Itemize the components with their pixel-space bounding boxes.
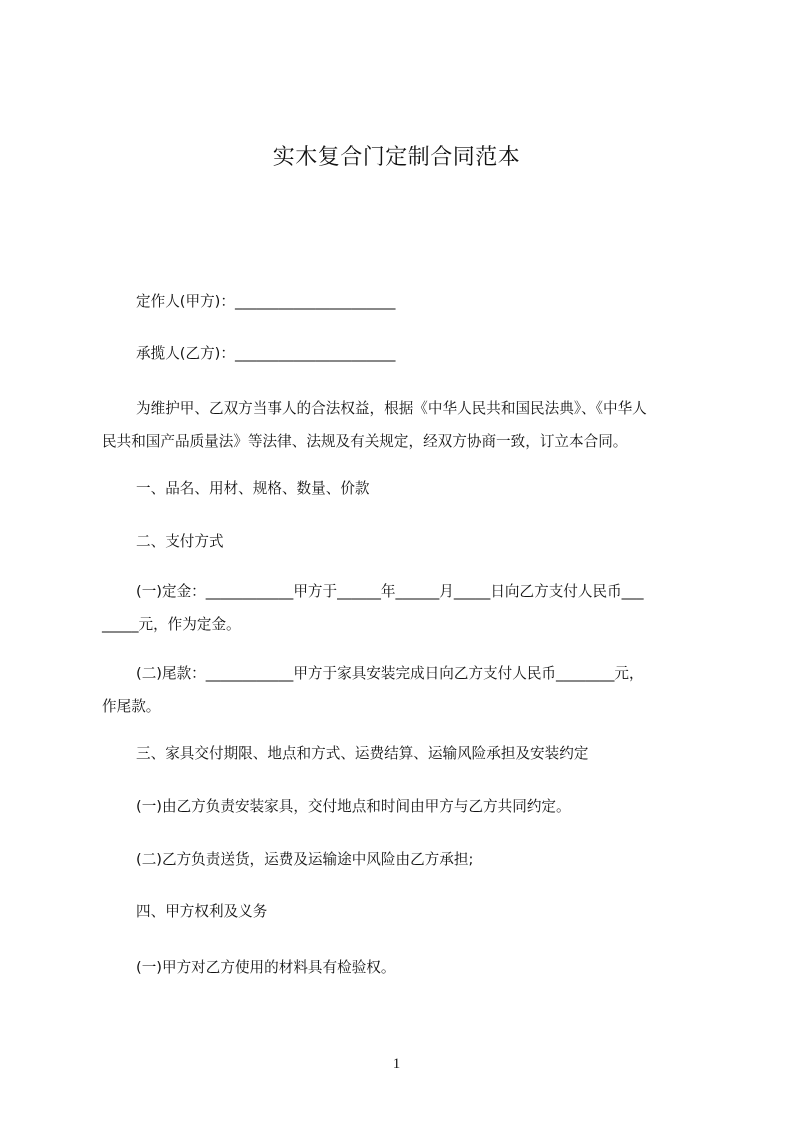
deposit-paragraph	[102, 575, 702, 641]
party-b-line: 承揽人(乙方)：______________________	[136, 345, 396, 362]
section-2-heading: 二、支付方式	[136, 533, 224, 550]
section-1-heading: 一、品名、用材、规格、数量、价款	[136, 480, 370, 497]
party-a-line: 定作人(甲方)：______________________	[136, 293, 396, 310]
preamble-paragraph	[102, 392, 702, 458]
section-4-item-1: (一)甲方对乙方使用的材料具有检验权。	[136, 959, 396, 976]
preamble-line-1: 为维护甲、乙双方当事人的合法权益，根据《中华人民共和国民法典》、《中华人	[136, 400, 647, 417]
page-number: 1	[392, 1056, 401, 1072]
deposit-line-1: (一)定金：____________甲方于______年______月_____日向乙方支付人民币___	[136, 583, 644, 600]
section-3-item-1: (一)由乙方负责安装家具，交付地点和时间由甲方与乙方共同约定。	[136, 798, 571, 815]
document-title: 实木复合门定制合同范本	[272, 145, 521, 170]
deposit-line-2: _____元，作为定金。	[102, 616, 241, 633]
balance-line-2: 作尾款。	[102, 698, 161, 715]
balance-paragraph	[102, 657, 702, 723]
preamble-line-2: 民共和国产品质量法》等法律、法规及有关规定，经双方协商一致，订立本合同。	[102, 433, 628, 450]
section-4-heading: 四、甲方权利及义务	[136, 903, 268, 920]
balance-line-1: (二)尾款：____________甲方于家具安装完成日向乙方支付人民币________元，	[136, 665, 644, 682]
section-3-item-2: (二)乙方负责送货，运费及运输途中风险由乙方承担;	[136, 851, 474, 868]
section-3-heading: 三、家具交付期限、地点和方式、运费结算、运输风险承担及安装约定	[136, 745, 589, 762]
